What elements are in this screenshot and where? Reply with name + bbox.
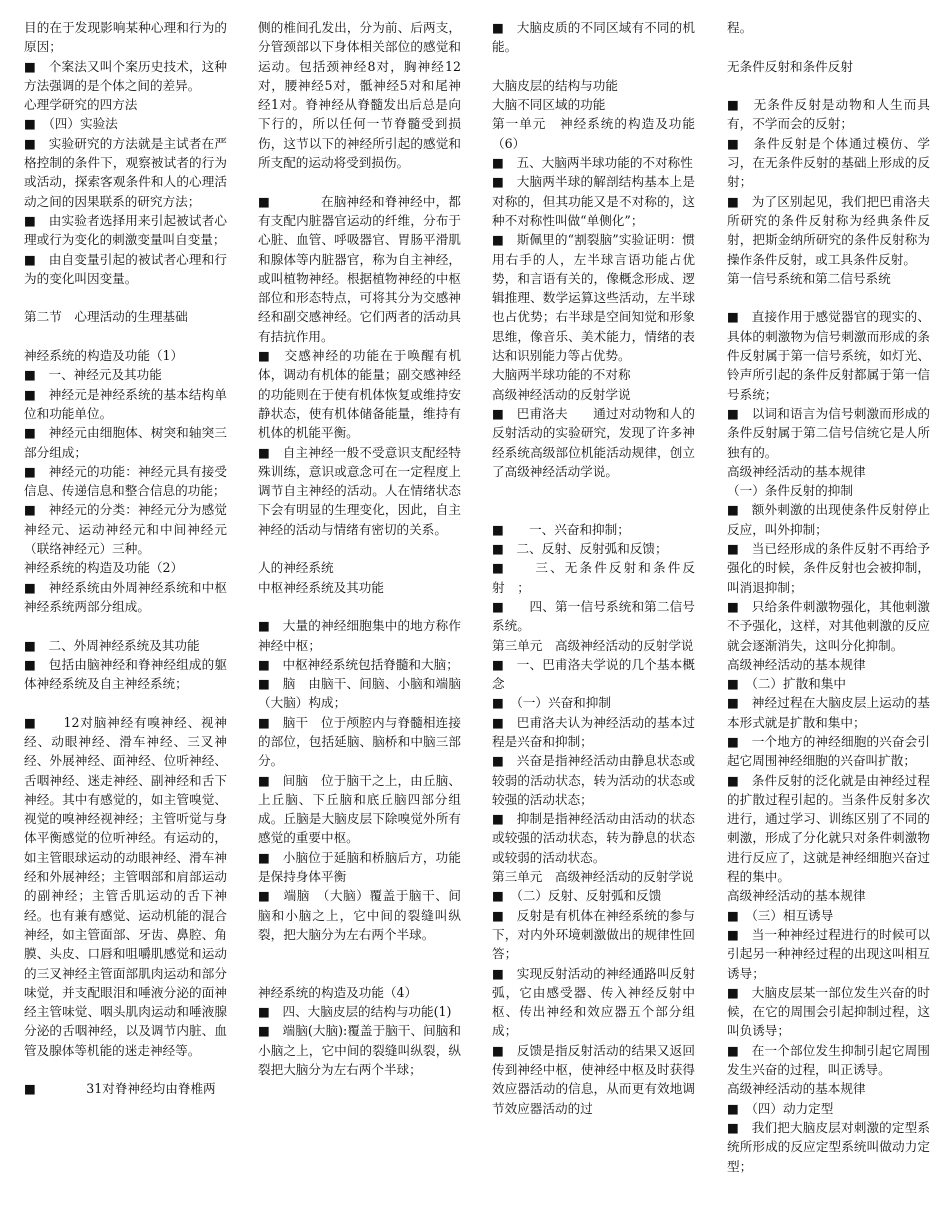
- paragraph-spacer: [24, 616, 227, 635]
- paragraph: ■ （二）反射、反射弧和反馈: [492, 888, 662, 904]
- paragraph: ■ （四）实验法: [24, 116, 118, 132]
- paragraph: 高级神经活动的基本规律: [727, 656, 866, 672]
- paragraph: ■ 个案法又叫个案历史技术，这种方法强调的是个体之间的差异。: [24, 58, 227, 93]
- paragraph: ■ 神经元的分类：神经元分为感觉神经元、运动神经元和中间神经元（联络神经元）三种。: [24, 502, 227, 557]
- paragraph: ■ 四、大脑皮层的结构与功能(1): [258, 1004, 452, 1020]
- paragraph: 大脑皮层的结构与功能: [492, 77, 618, 93]
- paragraph: ■ 在脑神经和脊神经中，都有支配内脏器官运动的纤维，分布于心脏、血管、呼吸器官、胃肠平滑肌和腺体等内脏器官，称为自主神经，或叫植物神经。根据植物神经的中枢部位和形态特点，可将其分为交感神经和副交感神经。它们两者的活动具有拮抗作用。: [258, 193, 461, 344]
- paragraph-spacer: [727, 37, 930, 56]
- text-column-3: [492, 18, 695, 1118]
- paragraph: ■ 大脑两半球的解剖结构基本上是对称的，但其功能又是不对称的，这种不对称性叫做“单侧化”；: [492, 174, 695, 228]
- paragraph: 大脑不同区域的功能: [492, 97, 606, 113]
- paragraph: ■ 反馈是指反射活动的结果又返回传到神经中枢，使神经中枢及时获得效应器活动的信息，从而更有效地调节效应器活动的过: [492, 1042, 695, 1116]
- paragraph: ■ 31对脊神经均由脊椎两: [24, 1081, 216, 1097]
- paragraph: （一）条件反射的抑制: [727, 483, 853, 499]
- paragraph: ■ 巴甫洛夫认为神经活动的基本过程是兴奋和抑制；: [492, 714, 695, 749]
- paragraph: ■ （四）动力定型: [727, 1100, 834, 1116]
- paragraph: ■ 一、巴甫洛夫学说的几个基本概念: [492, 656, 695, 692]
- paragraph-spacer: [492, 481, 695, 500]
- paragraph: ■ 脑干 位于颅腔内与脊髓相连接的部位，包括延脑、脑桥和中脑三部分。: [258, 714, 461, 769]
- paragraph: ■ 大脑皮质的不同区域有不同的机能。: [492, 20, 695, 55]
- paragraph: ■ 神经元的功能：神经元具有接受信息、传递信息和整合信息的功能；: [24, 463, 227, 499]
- paragraph: ■ 巴甫洛夫 通过对动物和人的反射活动的实验研究，发现了许多神经系统高级部位机能活动规律，创立了高级神经活动学说。: [492, 405, 695, 479]
- paragraph: 神经系统的构造及功能（1）: [24, 348, 184, 364]
- paragraph: ■ 只给条件刺激物强化，其他刺激不予强化，这样，对其他刺激的反应就会逐渐消失，这叫分化抑制。: [727, 598, 930, 653]
- paragraph: ■ 神经元是神经系统的基本结构单位和功能单位。: [24, 386, 227, 421]
- paragraph: ■ 由自变量引起的被试者心理和行为的变化叫因变量。: [24, 251, 227, 286]
- paragraph: ■ 由实验者选择用来引起被试者心理或行为变化的刺激变量叫自变量；: [24, 212, 227, 248]
- paragraph: ■ 实现反射活动的神经通路叫反射弧，它由感受器、传入神经反射中枢、传出神经和效应器五个部分组成；: [492, 965, 695, 1039]
- paragraph: ■ 我们把大脑皮层对刺激的定型系统所形成的反应定型系统叫做动力定型；: [727, 1119, 930, 1174]
- paragraph: ■ 交感神经的功能在于唤醒有机体，调动有机体的能量；副交感神经的功能则在于使有机体恢复或维持安静状态，使有机体储备能量，维持有机体的机能平衡。: [258, 348, 461, 441]
- paragraph: ■ 在一个部位发生抑制引起它周围发生兴奋的过程，叫正诱导。: [727, 1042, 930, 1078]
- paragraph: ■ 反射是有机体在神经系统的参与下，对内外环境刺激做出的规律性回答；: [492, 907, 695, 962]
- paragraph: 第一单元 神经系统的构造及功能（6）: [492, 116, 695, 151]
- paragraph: ■ 抑制是指神经活动由活动的状态或较强的活动状态，转为静息的状态或较弱的活动状态。: [492, 811, 695, 865]
- paragraph: 高级神经活动的基本规律: [727, 463, 866, 479]
- paragraph: ■ 神经元由细胞体、树突和轴突三部分组成；: [24, 425, 227, 460]
- paragraph: ■ 包括由脑神经和脊神经组成的躯体神经系统及自主神经系统；: [24, 656, 227, 692]
- paragraph-spacer: [24, 1060, 227, 1079]
- paragraph: ■ 无条件反射是动物和人生而具有，不学而会的反射；: [727, 97, 930, 132]
- paragraph: ■ （三）相互诱导: [727, 907, 834, 923]
- paragraph: ■ 12对脑神经有嗅神经、视神经、动眼神经、滑车神经、三叉神经、外展神经、面神经、位听神经、舌咽神经、迷走神经、副神经和舌下神经。其中有感觉的，如主管嗅觉、视觉的嗅神经视神经；主管听觉与身体平衡感觉的位听神经。有运动的，如主管眼球运动的动眼神经、滑车神经和外展神经；主管咽部和肩部运动的副神经；主管舌肌运动的舌下神经。也有兼有感觉、运动机能的混合神经，如主管面部、牙齿、鼻腔、角膜、头皮、口唇和咀嚼肌感觉和运动的三叉神经主管面部肌肉运动和部分味觉，并支配眼泪和唾液分泌的面神经主管味觉、咽头肌肉运动和唾液腺分泌的舌咽神经，以及调节内脏、血管及腺体等机能的迷走神经等。: [24, 714, 227, 1058]
- paragraph: ■ 条件反射是个体通过模仿、学习，在无条件反射的基础上形成的反射；: [727, 135, 930, 190]
- paragraph: ■ 神经系统由外周神经系统和中枢神经系统两部分组成。: [24, 579, 227, 614]
- paragraph: ■ 二、反射、反射弧和反馈；: [492, 541, 668, 557]
- paragraph: ■ 端脑 （大脑）覆盖于脑干、间脑和小脑之上，它中间的裂缝叫纵裂，把大脑分为左右两个半球。: [258, 888, 461, 942]
- paragraph: ■ 大脑皮层某一部位发生兴奋的时候，在它的周围会引起抑制过程，这叫负诱导；: [727, 984, 930, 1039]
- paragraph: 无条件反射和条件反射: [727, 58, 853, 74]
- paragraph-spacer: [258, 172, 461, 191]
- paragraph: ■ 兴奋是指神经活动由静息状态或较弱的活动状态，转为活动的状态或较强的活动状态；: [492, 753, 695, 807]
- paragraph: ■ 一、兴奋和抑制；: [492, 521, 630, 537]
- paragraph-spacer: [258, 964, 461, 983]
- paragraph: 高级神经活动的反射学说: [492, 386, 631, 402]
- paragraph-spacer: [727, 288, 930, 307]
- paragraph-spacer: [492, 57, 695, 76]
- paragraph: ■ 为了区别起见，我们把巴甫洛夫所研究的条件反射称为经典条件反射，把斯金纳所研究的条件反射称为操作条件反射，或工具条件反射。: [727, 193, 930, 267]
- paragraph: 程。: [727, 20, 753, 35]
- paragraph: ■ 一个地方的神经细胞的兴奋会引起它周围神经细胞的兴奋叫扩散；: [727, 733, 930, 769]
- paragraph: ■ 以词和语言为信号刺激而形成的条件反射属于第二信号信统它是人所独有的。: [727, 405, 930, 460]
- paragraph: 大脑两半球功能的不对称: [492, 367, 631, 383]
- paragraph: 目的在于发现影响某种心理和行为的原因；: [24, 20, 227, 55]
- paragraph: ■ 神经过程在大脑皮层上运动的基本形式就是扩散和集中；: [727, 695, 930, 730]
- paragraph-spacer: [492, 500, 695, 519]
- paragraph: 第二节 心理活动的生理基础: [24, 309, 188, 325]
- paragraph: ■ （二）扩散和集中: [727, 676, 846, 692]
- text-column-2: [258, 18, 461, 1079]
- paragraph: ■ 五、大脑两半球功能的不对称性: [492, 155, 693, 171]
- paragraph: 神经系统的构造及功能（2）: [24, 560, 184, 576]
- paragraph: 人的神经系统: [258, 560, 334, 576]
- paragraph: 心理学研究的四方法: [24, 97, 138, 113]
- paragraph-spacer: [258, 597, 461, 616]
- paragraph: ■ 一、神经元及其功能: [24, 367, 162, 383]
- paragraph: 第一信号系统和第二信号系统: [727, 270, 891, 286]
- paragraph: ■ 二、外周神经系统及其功能: [24, 637, 200, 653]
- paragraph-spacer: [24, 693, 227, 712]
- paragraph: 神经系统的构造及功能（4）: [258, 984, 418, 1000]
- paragraph: ■ 条件反射的泛化就是由神经过程的扩散过程引起的。当条件反射多次进行，通过学习、训练区别了不同的刺激，形成了分化就只对条件刺激物进行反应了，这就是神经细胞兴奋过程的集中。: [727, 772, 930, 885]
- paragraph: ■ 实验研究的方法就是主试者在严格控制的条件下，观察被试者的行为或活动，探索客观条件和人的心理活动之间的因果联系的研究方法；: [24, 135, 227, 209]
- paragraph: ■ （一）兴奋和抑制: [492, 695, 611, 711]
- paragraph: ■ 当已经形成的条件反射不再给予强化的时候，条件反射也会被抑制，叫消退抑制；: [727, 541, 930, 595]
- text-column-1: [24, 18, 227, 1099]
- paragraph: ■ 直接作用于感觉器官的现实的、具体的刺激物为信号刺激而形成的条件反射属于第一信号系统，如灯光、铃声所引起的条件反射都属于第一信号系统；: [727, 309, 930, 402]
- paragraph: ■ 大量的神经细胞集中的地方称作神经中枢；: [258, 618, 461, 653]
- paragraph: 高级神经活动的基本规律: [727, 888, 866, 904]
- paragraph: ■ 间脑 位于脑干之上，由丘脑、上丘脑、下丘脑和底丘脑四部分组成。丘脑是大脑皮层下除嗅觉外所有感觉的重要中枢。: [258, 772, 461, 846]
- paragraph: 侧的椎间孔发出，分为前、后两支，分管颈部以下身体相关部位的感觉和运动。包括颈神经8对，胸神经12对，腰神经5对，骶神经5对和尾神经1对。脊神经从脊髓发出后总是向下行的，所以任何一节脊髓受到损伤，这节以下的神经所引起的感觉和所支配的运动将受到损伤。: [258, 20, 461, 171]
- paragraph: ■ 中枢神经系统包括脊髓和大脑；: [258, 656, 459, 672]
- paragraph-spacer: [24, 327, 227, 346]
- paragraph: ■ 当一种神经过程进行的时候可以引起另一种神经过程的出现这叫相互诱导；: [727, 926, 930, 981]
- paragraph: ■ 端脑(大脑):覆盖于脑干、间脑和小脑之上，它中间的裂缝叫纵裂，纵裂把大脑分为左右两个半球；: [258, 1023, 461, 1078]
- paragraph: 第三单元 高级神经活动的反射学说: [492, 869, 694, 885]
- paragraph: 高级神经活动的基本规律: [727, 1081, 866, 1097]
- paragraph-spacer: [24, 288, 227, 307]
- paragraph: ■ 四、第一信号系统和第二信号系统。: [492, 598, 695, 634]
- paragraph-spacer: [727, 76, 930, 95]
- paragraph: 中枢神经系统及其功能: [258, 579, 384, 595]
- paragraph-spacer: [258, 539, 461, 558]
- paragraph: ■ 小脑位于延脑和桥脑后方，功能是保持身体平衡: [258, 849, 461, 885]
- text-column-4: [727, 18, 930, 1176]
- paragraph: ■ 自主神经一般不受意识支配经特殊训练，意识或意念可在一定程度上调节自主神经的活动。人在情绪状态下会有明显的生理变化，因此，自主神经的活动与情绪有密切的关系。: [258, 444, 461, 537]
- paragraph: ■ 斯佩里的“割裂脑”实验证明：惯用右手的人，左半球言语功能占优势，和言语有关的，像概念形成、逻辑推理、数学运算这些活动，左半球也占优势；右半球是空间知觉和形象思维，像音乐、美术能力，情绪的表达和识别能力等占优势。: [492, 232, 695, 364]
- paragraph: ■ 脑 由脑干、间脑、小脑和端脑（大脑）构成；: [258, 676, 461, 711]
- paragraph: ■ 额外刺激的出现使条件反射停止反应，叫外抑制；: [727, 502, 930, 537]
- paragraph: 第三单元 高级神经活动的反射学说: [492, 637, 694, 653]
- paragraph-spacer: [258, 944, 461, 963]
- paragraph: ■ 三、无条件反射和条件反射 ；: [492, 560, 695, 595]
